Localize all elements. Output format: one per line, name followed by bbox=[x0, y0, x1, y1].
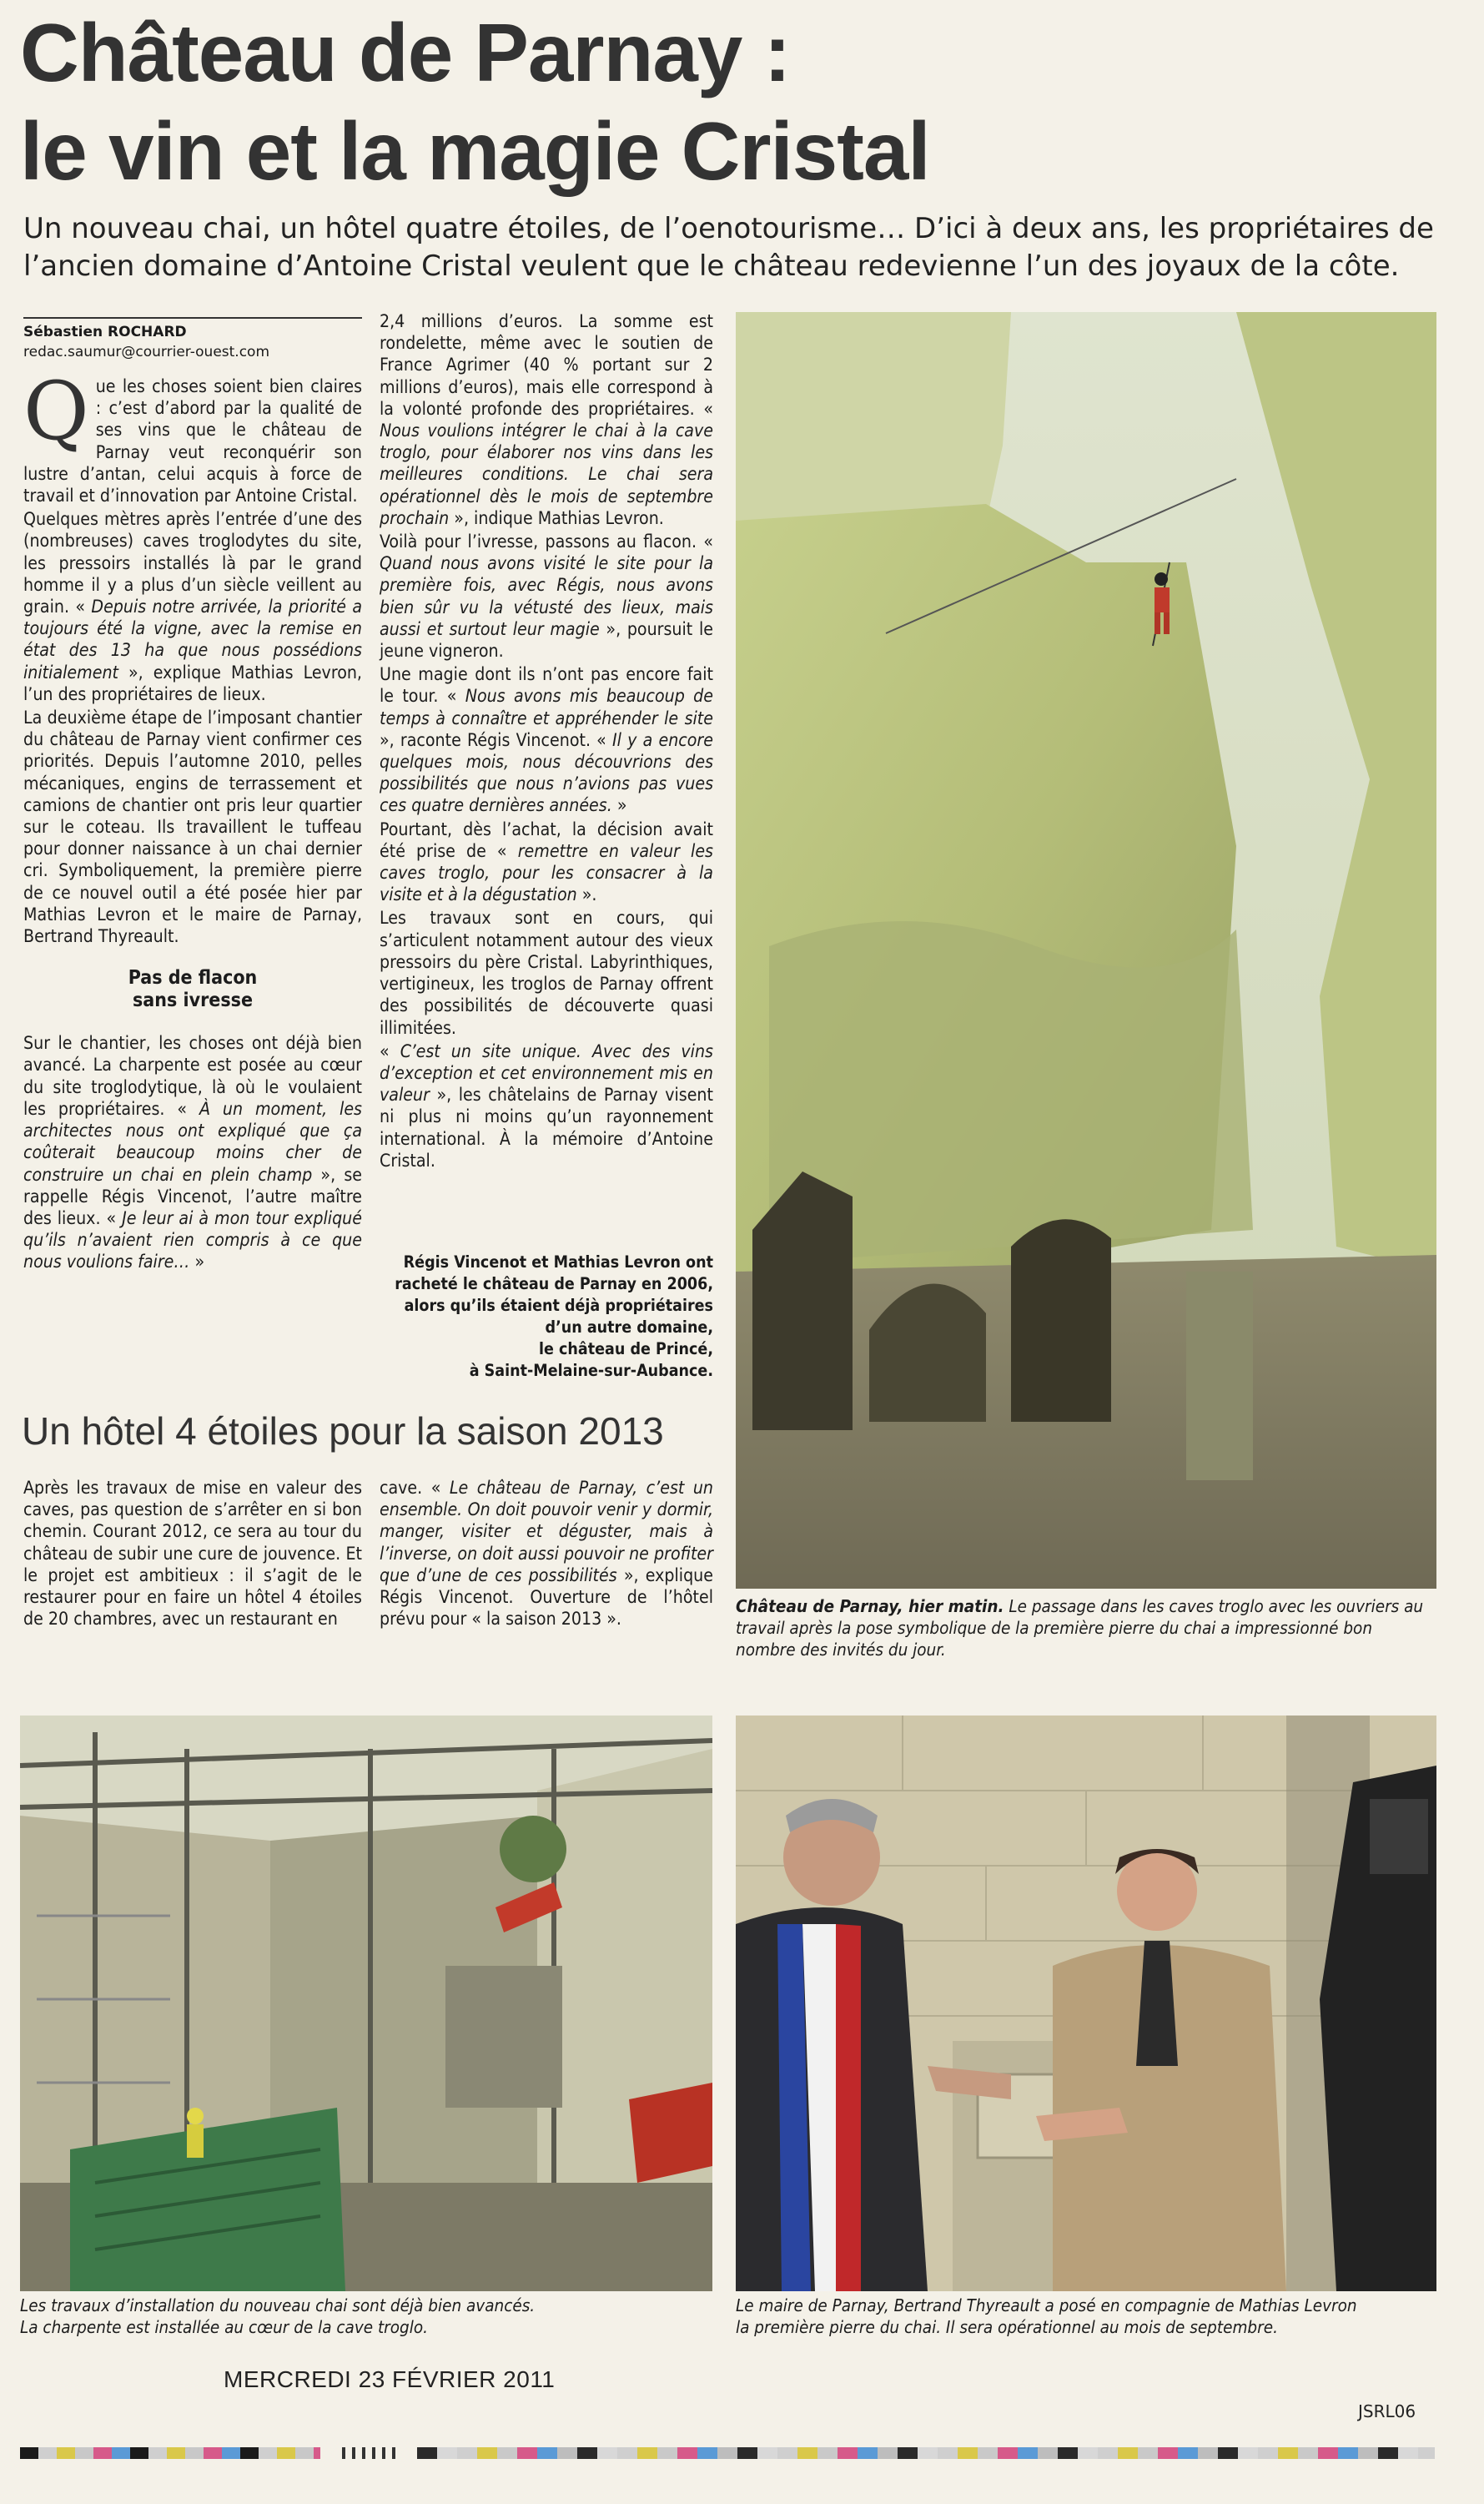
caption-main-photo: Château de Parnay, hier matin. Le passage dans les caves troglo avec les ouvriers au travail après la pose symbolique de la première pierre du chai a impressionné bon nombre des invités du jour. bbox=[736, 1596, 1424, 1660]
paragraph: 2,4 millions d’euros. La somme est rondelette, même avec le soutien de France Agrimer (40 % portant sur 2 millions d’euros), mais elle correspond à la volonté profonde des propriétaires. « Nous voulions intégrer le chai à la cave troglo, pour élaborer nos vins dans les meilleures conditions. Le chai sera opérationnel dès le mois de septembre prochain », indique Mathias Levron. bbox=[380, 310, 713, 528]
byline-email: redac.saumur@courrier-ouest.com bbox=[23, 344, 270, 360]
caption-first-stone: Le maire de Parnay, Bertrand Thyreault a posé en compagnie de Mathias Levron la première pierre du chai. Il sera opérationnel au mois de septembre. bbox=[736, 2295, 1357, 2337]
paragraph: Voilà pour l’ivresse, passons au flacon. « Quand nous avons visité le site pour la première fois, avec Régis, nous avons bien sûr vu la vétusté des lieux, mais aussi et surtout leur magie », poursuit le jeune vigneron. bbox=[380, 531, 713, 662]
article-column-2 bbox=[380, 310, 713, 1173]
hotel-column-1: Après les travaux de mise en valeur des caves, pas question de s’arrêter en si bon chemin. Courant 2012, ce sera au tour du château de subir une cure de jouvence. Et le projet est ambitieux : il s’agit de le restaurer pour en faire un hôtel 4 étoiles de 20 chambres, avec un restaurant en bbox=[23, 1477, 362, 1630]
paragraph: « C’est un site unique. Avec des vins d’exception et cet environnement mis en valeur », les châtelains de Parnay visent ni plus ni moins qu’un rayonnement international. À la mémoire d’Antoine Cristal. bbox=[380, 1040, 713, 1171]
caption-construction: Les travaux d’installation du nouveau chai sont déjà bien avancés. La charpente est installée au cœur de la cave troglo. bbox=[20, 2295, 536, 2337]
sidebar-note: Régis Vincenot et Mathias Levron ont racheté le château de Parnay en 2006, alors qu’ils étaient déjà propriétaires d’un autre domaine, le château de Princé, à Saint-Melaine-sur-Aubance. bbox=[395, 1252, 713, 1380]
paragraph: Une magie dont ils n’ont pas encore fait le tour. « Nous avons mis beaucoup de temps à connaître et appréhender le site », raconte Régis Vincenot. « Il y a encore quelques mois, nous découvrions des possibilités que nous n’avions pas vues ces quatre dernières années. » bbox=[380, 663, 713, 816]
paragraph: Les travaux sont en cours, qui s’articulent notamment autour des vieux pressoirs du père Cristal. Labyrinthiques, vertigineux, les troglos de Parnay offrent des possibilités de découverte quasi illimitées. bbox=[380, 907, 713, 1038]
article-column-1 bbox=[23, 365, 363, 1275]
section-heading-hotel: Un hôtel 4 étoiles pour la saison 2013 bbox=[22, 1409, 664, 1453]
drop-cap: Q bbox=[23, 365, 89, 458]
byline bbox=[23, 317, 362, 362]
hotel-column-2: cave. « Le château de Parnay, c’est un ensemble. On doit pouvoir venir y dormir, manger, visiter et déguster, mais à l’inverse, on doit aussi pouvoir ne profiter que d’une de ces possibilités », explique Régis Vincenot. Ouverture de l’hôtel prévu pour « la saison 2013 ». bbox=[380, 1477, 714, 1630]
paragraph: Quelques mètres après l’entrée d’une des (nombreuses) caves troglodytes du site, les pressoirs installés là par le grand homme il y a plus d’un siècle veillent au grain. « Depuis notre arrivée, la priorité a toujours été la vigne, avec la remise en état des 13 ha que nous possédions initialement », explique Mathias Levron, l’un des propriétaires de lieux. bbox=[23, 508, 362, 704]
photo-troglodyte-cave bbox=[736, 312, 1436, 1589]
deck-standfirst: Un nouveau chai, un hôtel quatre étoiles, de l’oenotourisme… D’ici à deux ans, les propriétaires de l’ancien domaine d’Antoine Cristal veulent que le château redevienne l’un des joyaux de la côte. bbox=[23, 212, 1434, 283]
paragraph: La deuxième étape de l’imposant chantier du château de Parnay vient confirmer ces priorités. Depuis l’automne 2010, pelles mécaniques, engins de terrassement et camions de chantier ont pris leur quartier sur le coteau. Ils travaillent le tuffeau pour donner naissance à un chai dernier cri. Symboliquement, la première pierre de ce nouvel outil a été posée hier par Mathias Levron et le maire de Parnay, Bertrand Thyreault. bbox=[23, 707, 362, 947]
headline-line-1: Château de Parnay : bbox=[20, 7, 791, 98]
photo-first-stone-ceremony bbox=[736, 1716, 1436, 2291]
photo-construction-site bbox=[20, 1716, 712, 2291]
headline-line-2: le vin et la magie Cristal bbox=[20, 105, 930, 197]
byline-author: Sébastien ROCHARD bbox=[23, 324, 187, 340]
page-code: JSRL06 bbox=[1358, 2401, 1416, 2421]
paragraph: Que les choses soient bien claires : c’est d’abord par la qualité de ses vins que le château de Parnay veut reconquérir son lustre d’antan, celui acquis à force de travail et d’innovation par Antoine Cristal. bbox=[23, 365, 362, 506]
subhead: Pas de flacon sans ivresse bbox=[128, 967, 258, 1012]
issue-date: MERCREDI 23 FÉVRIER 2011 bbox=[224, 2366, 556, 2392]
paragraph: Pourtant, dès l’achat, la décision avait été prise de « remettre en valeur les caves troglo, pour les consacrer à la visite et à la dégustation ». bbox=[380, 818, 713, 905]
paragraph: Sur le chantier, les choses ont déjà bien avancé. La charpente est posée au cœur du site troglodytique, là où le voulaient les propriétaires. « À un moment, les architectes nous ont expliqué que ça coûterait beaucoup moins cher de construire un chai en plein champ », se rappelle Régis Vincenot, l’autre maître des lieux. « Je leur ai à mon tour expliqué qu’ils n’avaient rien compris à ce que nous voulions faire… » bbox=[23, 1032, 363, 1272]
headline bbox=[20, 3, 1438, 200]
